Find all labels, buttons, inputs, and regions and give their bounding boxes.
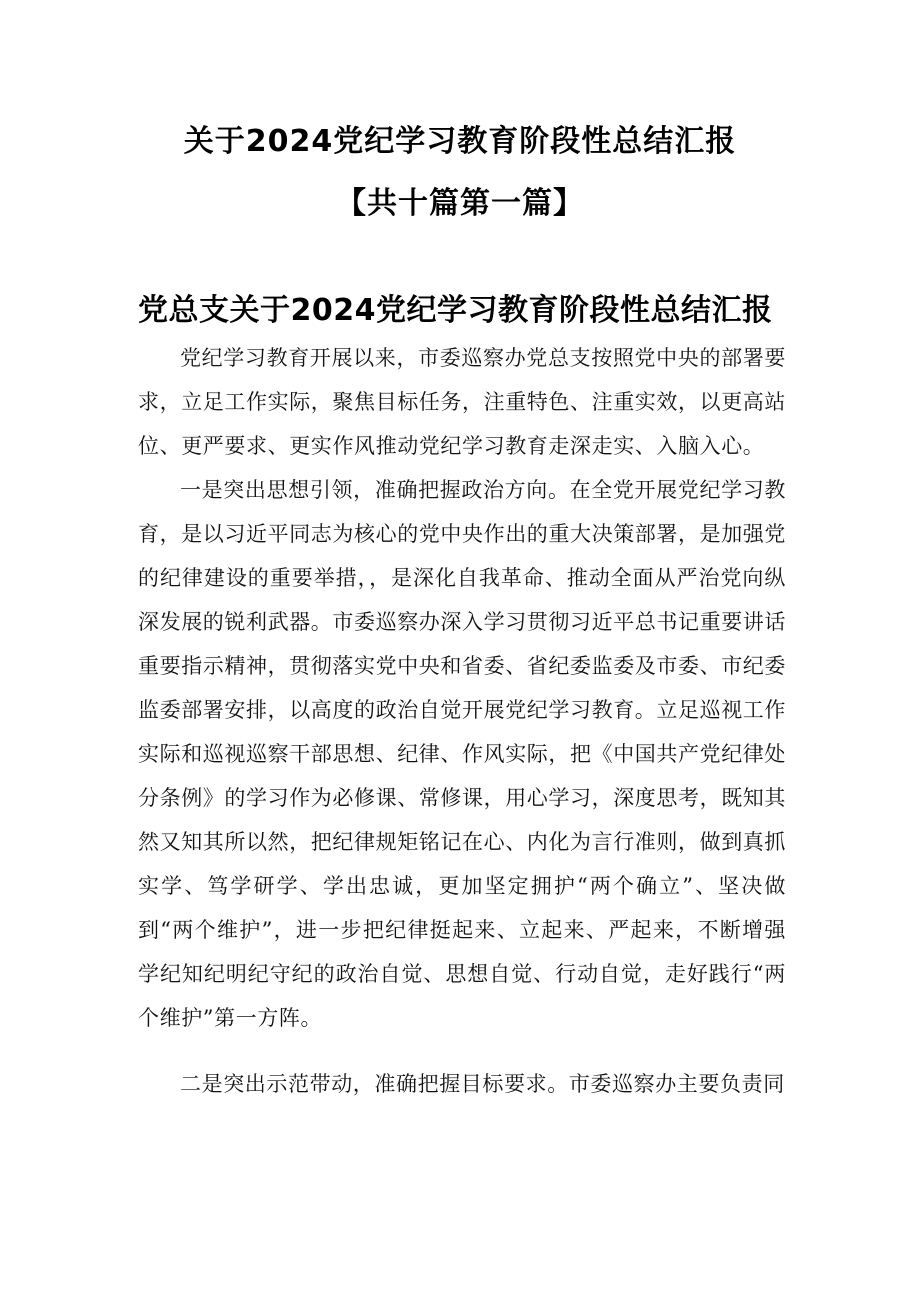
- document-body: [138, 336, 786, 1106]
- section-title: 党总支关于2024党纪学习教育阶段性总结汇报: [138, 293, 773, 328]
- document-subtitle: 【共十篇第一篇】: [336, 186, 584, 221]
- paragraph-point-one: 一是突出思想引领，准确把握政治方向。在全党开展党纪学习教育，是以习近平同志为核心的党中央作出的重大决策部署，是加强党的纪律建设的重要举措，，是深化自我革命、推动全面从严治党向纵深发展的锐利武器。市委巡察办深入学习贯彻习近平总书记重要讲话重要指示精神，贯彻落实党中央和省委、省纪委监委及市委、市纪委监委部署安排，以高度的政治自觉开展党纪学习教育。立足巡视工作实际和巡视巡察干部思想、纪律、作风实际，把《中国共产党纪律处分条例》的学习作为必修课、常修课，用心学习，深度思考，既知其然又知其所以然，把纪律规矩铭记在心、内化为言行准则，做到真抓实学、笃学研学、学出忠诚，更加坚定拥护“两个确立”、坚决做到“两个维护”，进一步把纪律挺起来、立起来、严起来，不断增强学纪知纪明纪守纪的政治自觉、思想自觉、行动自觉，走好践行“两个维护”第一方阵。: [138, 478, 786, 1030]
- paragraph-intro: 党纪学习教育开展以来，市委巡察办党总支按照党中央的部署要求，立足工作实际，聚焦目标任务，注重特色、注重实效，以更高站位、更严要求、更实作风推动党纪学习教育走深走实、入脑入心。: [138, 346, 786, 458]
- document-title: 关于2024党纪学习教育阶段性总结汇报: [183, 124, 737, 159]
- paragraph-point-two: 二是突出示范带动，准确把握目标要求。市委巡察办主要负责同: [180, 1072, 785, 1096]
